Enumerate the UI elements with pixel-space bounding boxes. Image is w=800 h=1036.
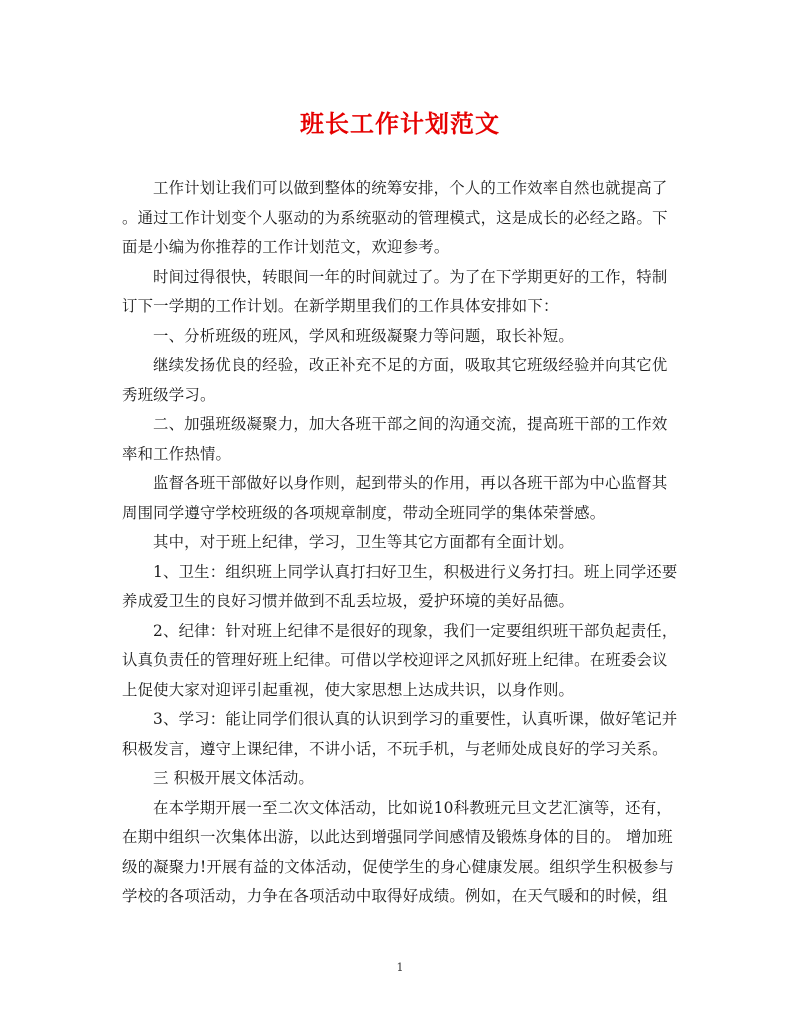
body-line: 其中，对于班上纪律，学习，卫生等其它方面都有全面计划。 bbox=[153, 533, 574, 551]
body-line: 上促使大家对迎评引起重视，使大家思想上达成共识，以身作则。 bbox=[122, 680, 575, 699]
body-line: 在期中组织一次集体出游，以此达到增强同学间感情及锻炼身体的目的。 增加班 bbox=[122, 828, 673, 846]
body-line: 时间过得很快，转眼间一年的时间就过了。为了在下学期更好的工作，特制 bbox=[153, 267, 668, 286]
body-line: 面是小编为你推荐的工作计划范文，欢迎参考。 bbox=[122, 238, 450, 256]
body-line: 养成爱卫生的良好习惯并做到不乱丢垃圾，爱护环境的美好品德。 bbox=[122, 592, 575, 610]
body-line: 二、加强班级凝聚力，加大各班干部之间的沟通交流，提高班干部的工作效 bbox=[153, 415, 668, 433]
body-line: 级的凝聚力!开展有益的文体活动，促使学生的身心健康发展。组织学生积极参与 bbox=[122, 857, 675, 876]
body-line: 学校的各项活动，力争在各项活动中取得好成绩。例如，在天气暖和的时候，组 bbox=[122, 887, 668, 905]
body-line: 工作计划让我们可以做到整体的统筹安排，个人的工作效率自然也就提高了 bbox=[153, 179, 668, 197]
body-line: 继续发扬优良的经验，改正补充不足的方面，吸取其它班级经验并向其它优 bbox=[153, 356, 668, 374]
body-line: 一、分析班级的班风，学风和班级凝聚力等问题，取长补短。 bbox=[153, 326, 574, 345]
document-title: 班长工作计划范文 bbox=[300, 110, 500, 138]
body-line: 1、卫生：组织班上同学认真打扫好卫生，积极进行义务打扫。班上同学还要 bbox=[153, 562, 678, 581]
body-line: 在本学期开展一至二次文体活动，比如说10科教班元旦文艺汇演等，还有， bbox=[153, 798, 672, 817]
body-line: 订下一学期的工作计划。在新学期里我们的工作具体安排如下： bbox=[122, 297, 559, 315]
body-line: 2、纪律：针对班上纪律不是很好的现象，我们一定要组织班干部负起责任， bbox=[153, 621, 678, 640]
body-line: 积极发言，遵守上课纪律，不讲小话，不玩手机，与老师处成良好的学习关系。 bbox=[122, 739, 668, 758]
body-line: 三 积极开展文体活动。 bbox=[153, 769, 314, 787]
body-line: 。通过工作计划变个人驱动的为系统驱动的管理模式，这是成长的必经之路。下 bbox=[122, 208, 668, 227]
body-line: 秀班级学习。 bbox=[122, 385, 216, 404]
body-line: 3、学习：能让同学们很认真的认识到学习的重要性，认真听课，做好笔记并 bbox=[153, 710, 678, 728]
body-line: 认真负责任的管理好班上纪律。可借以学校迎评之风抓好班上纪律。在班委会议 bbox=[122, 651, 668, 669]
body-line: 监督各班干部做好以身作则，起到带头的作用，再以各班干部为中心监督其 bbox=[153, 474, 668, 492]
body-line: 周围同学遵守学校班级的各项规章制度，带动全班同学的集体荣誉感。 bbox=[122, 503, 606, 522]
page-number: 1 bbox=[396, 961, 404, 974]
body-line: 率和工作热情。 bbox=[122, 444, 232, 463]
document-body bbox=[122, 174, 678, 912]
